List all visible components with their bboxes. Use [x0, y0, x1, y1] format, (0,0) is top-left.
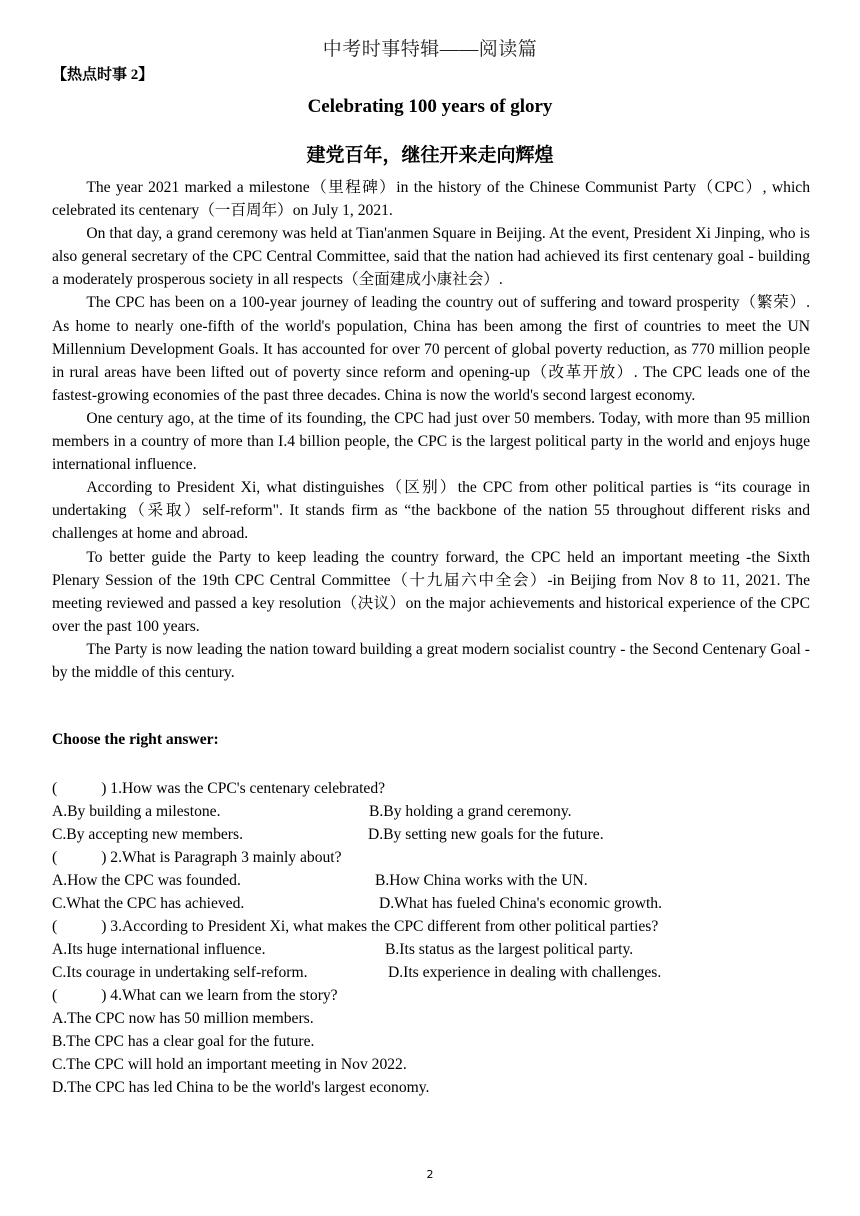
article-body	[52, 176, 810, 684]
question-text: ) 2.What is Paragraph 3 mainly about?	[101, 849, 342, 866]
option-a: A.How the CPC was founded.	[52, 872, 241, 889]
option-b: B.How China works with the UN.	[375, 872, 588, 889]
question-4	[52, 984, 812, 1007]
paragraph-5: According to President Xi, what distinguishes（区别）the CPC from other political parties is “its courage in undertaking（采取）self-reform". It stands firm as “the backbone of the nation 55 throughout different risks and challenges at home and abroad.	[52, 479, 810, 543]
paragraph-7: The Party is now leading the nation toward building a great modern socialist country - the Second Centenary Goal - by the middle of this century.	[52, 640, 810, 681]
option-c: C.The CPC will hold an important meeting in Nov 2022.	[52, 1056, 407, 1073]
paragraph-3: The CPC has been on a 100-year journey of leading the country out of suffering and toward prosperity（繁荣）. As home to nearly one-fifth of the world's population, China has been among the first of countries to meet the UN Millennium Development Goals. It has accounted for over 70 percent of global poverty reduction, as 770 million people in rural areas have been lifted out of poverty since reform and opening-up（改革开放）. The CPC leads one of the fastest-growing economies of the past three decades. China is now the world's second largest economy.	[52, 294, 810, 404]
option-c: C.Its courage in undertaking self-reform.	[52, 964, 308, 981]
question-text: ) 1.How was the CPC's centenary celebrated?	[101, 780, 386, 797]
page-number: 2	[426, 1168, 434, 1181]
answer-blank-open: (	[52, 849, 58, 866]
option-a: A.The CPC now has 50 million members.	[52, 1010, 314, 1027]
options-row	[52, 800, 812, 823]
quiz-heading: Choose the right answer:	[52, 731, 219, 748]
options-row	[52, 823, 812, 846]
answer-blank-open: (	[52, 918, 58, 935]
option-c: C.What the CPC has achieved.	[52, 895, 245, 912]
option-b: B.Its status as the largest political party.	[385, 941, 634, 958]
question-1	[52, 777, 812, 800]
options-row	[52, 961, 812, 984]
answer-blank-open: (	[52, 780, 58, 797]
article-title-chinese: 建党百年，继往开来走向辉煌	[306, 145, 554, 166]
option-d: D.Its experience in dealing with challenges.	[388, 964, 662, 981]
paragraph-4: One century ago, at the time of its founding, the CPC had just over 50 members. Today, with more than 95 million members in a country of more than I.4 billion people, the CPC is the largest political party in the world and enjoys huge international influence.	[52, 409, 810, 474]
question-2	[52, 846, 812, 869]
options-row	[52, 892, 812, 915]
paragraph-1: The year 2021 marked a milestone（里程碑）in the history of the Chinese Communist Party（CPC）, which celebrated its centenary（一百周年）on July 1, 2021.	[52, 179, 810, 220]
options-row	[52, 938, 812, 961]
paragraph-2: On that day, a grand ceremony was held at Tian'anmen Square in Beijing. At the event, President Xi Jinping, who is also general secretary of the CPC Central Committee, said that the nation had achieved its first centenary goal - building a moderately prosperous society in all respects（全面建成小康社会）.	[52, 225, 810, 289]
option-b: B.The CPC has a clear goal for the future.	[52, 1033, 315, 1050]
option-a: A.Its huge international influence.	[52, 941, 266, 958]
options-row	[52, 869, 812, 892]
question-3	[52, 915, 812, 938]
quiz-section	[52, 777, 812, 1099]
option-d: D.The CPC has led China to be the world's largest economy.	[52, 1079, 430, 1096]
question-text: ) 4.What can we learn from the story?	[101, 987, 338, 1004]
option-d: D.What has fueled China's economic growth.	[379, 895, 662, 912]
option-c: C.By accepting new members.	[52, 826, 243, 843]
section-tag: 【热点时事 2】	[52, 67, 154, 83]
answer-blank-open: (	[52, 987, 58, 1004]
page-header-title: 中考时事特辑——阅读篇	[322, 39, 538, 60]
article-title-english: Celebrating 100 years of glory	[307, 96, 553, 117]
option-b: B.By holding a grand ceremony.	[369, 803, 572, 820]
option-d: D.By setting new goals for the future.	[368, 826, 604, 843]
option-a: A.By building a milestone.	[52, 803, 221, 820]
paragraph-6: To better guide the Party to keep leading the country forward, the CPC held an important meeting -the Sixth Plenary Session of the 19th CPC Central Committee（十九届六中全会）-in Beijing from Nov 8 to 11, 2021. The meeting reviewed and passed a key resolution（决议）on the major achievements and historical experience of the CPC over the past 100 years.	[52, 548, 810, 635]
question-text: ) 3.According to President Xi, what makes the CPC different from other political parties?	[101, 918, 659, 935]
